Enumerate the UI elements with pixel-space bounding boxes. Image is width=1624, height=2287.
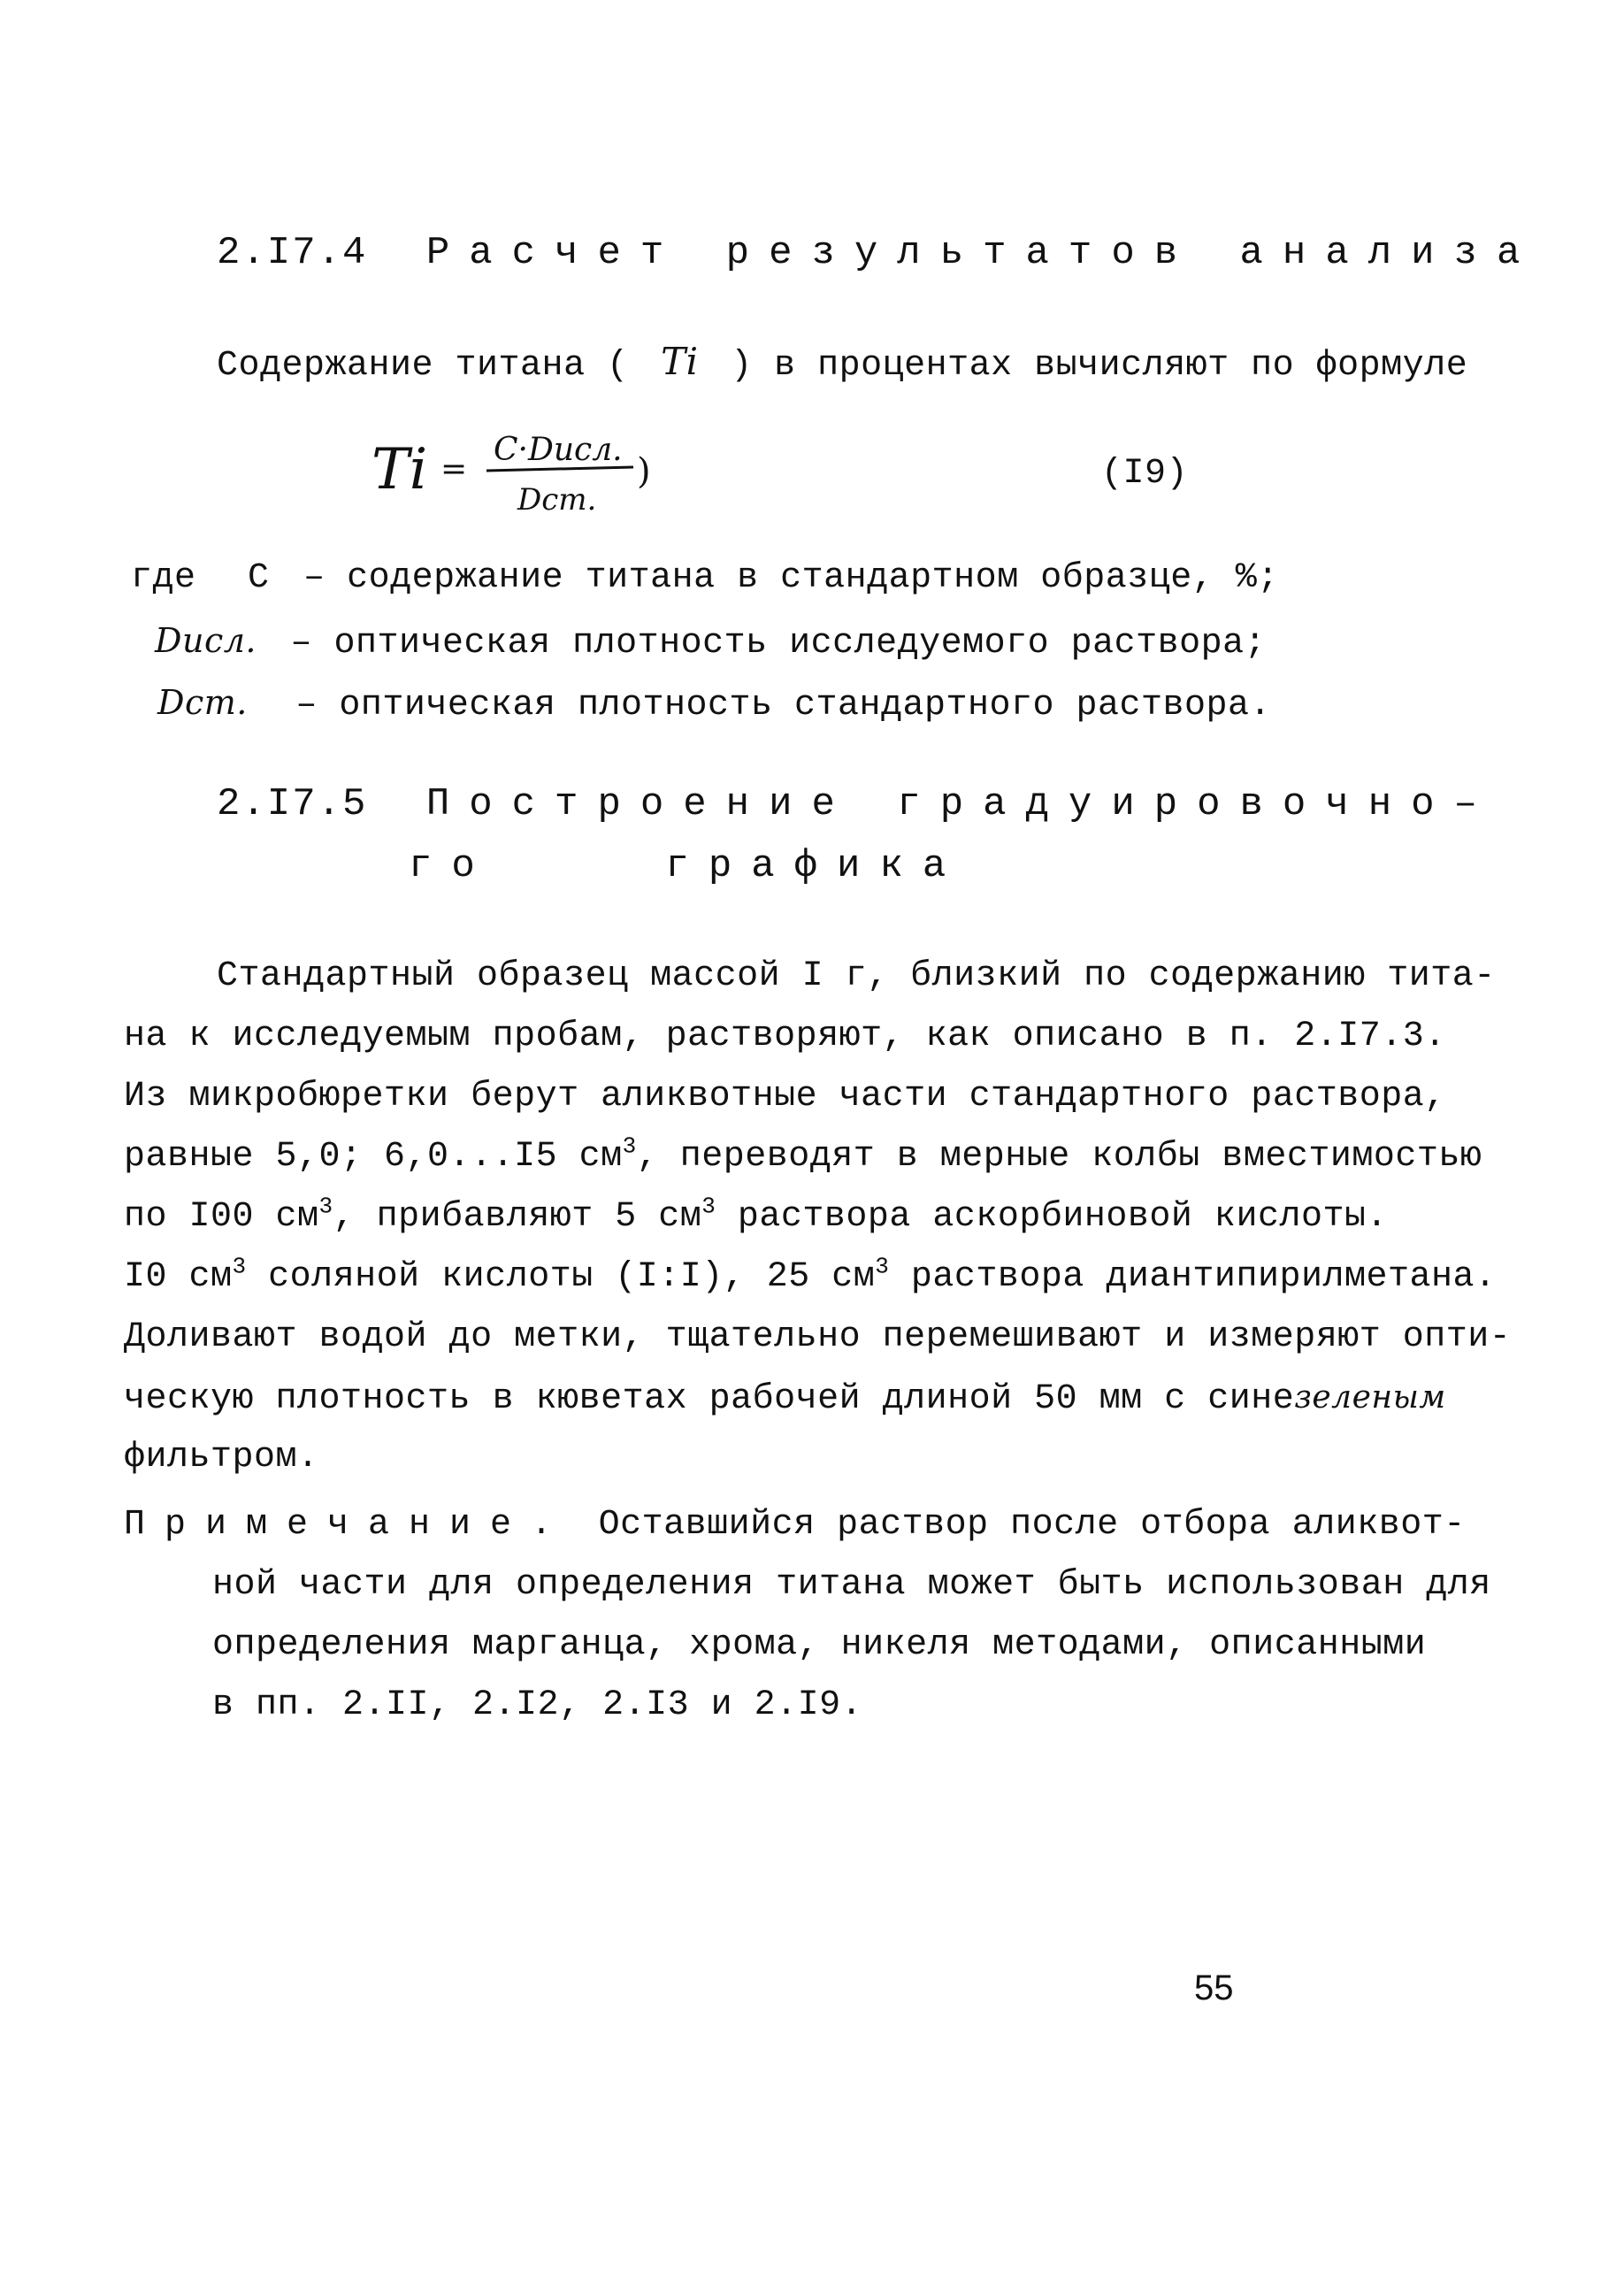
note-line-2: ной части для определения титана может быть использован для [212,1565,1491,1605]
body-line-8 [124,1377,1446,1421]
formula-graphic [372,425,743,522]
body-text: I0 см [124,1257,233,1297]
note-line-1 [124,1504,1466,1546]
formula-lhs: Ti [372,437,428,503]
where-term: Dст. [157,683,248,722]
section-heading-2-17-4 [217,232,1539,274]
where-item-d-st [157,681,1271,727]
formula-numerator: C·Dисл. [494,432,623,468]
note-text: Оставшийся раствор после отбора аликвот- [598,1505,1466,1545]
where-term: Dисл. [155,621,257,660]
intro-before: Содержание титана ( [217,346,629,386]
superscript: 3 [232,1253,247,1280]
body-line-5 [124,1193,1388,1239]
superscript: 3 [875,1253,890,1280]
formula-closing-paren: ) [637,451,651,492]
body-line-4 [124,1132,1482,1178]
note-label: Примечание. [124,1505,572,1545]
formula-intro [217,341,1467,388]
formula-equals: = [440,451,468,487]
page-number: 55 [1194,1969,1234,2007]
note-line-3: определения марганца, хрома, никеля методами, описанными [212,1625,1427,1665]
body-line-9: фильтром. [124,1438,319,1477]
body-text: ческую плотность в кюветах рабочей длиной 50 мм с сине [124,1379,1295,1419]
body-line-6 [124,1253,1497,1299]
where-item-c [131,557,1279,600]
section-title: Расчет результатов анализа [425,231,1540,275]
body-text: , прибавляют 5 см [333,1197,702,1237]
section-heading-2-17-5 [217,783,1497,825]
section-number: 2.I7.4 [217,231,368,275]
body-text: по I00 см [124,1197,319,1237]
where-prefix: где [131,558,196,598]
body-text: раствора аскорбиновой кислоты. [716,1197,1388,1237]
intro-symbol: Ti [661,340,699,383]
where-text: – оптическая плотность исследуемого раствора; [290,624,1267,664]
note-line-4: в пп. 2.II, 2.I2, 2.I3 и 2.I9. [212,1685,863,1725]
body-text: раствора диантипирилметана. [889,1257,1497,1297]
body-line-7: Доливают водой до метки, тщательно перемешивают и измеряют опти- [124,1317,1512,1357]
formula-number: (I9) [1101,454,1189,494]
body-text: равные 5,0; 6,0...I5 см [124,1137,623,1177]
section-title-line2: го графика [409,844,966,888]
superscript: 3 [318,1193,333,1220]
intro-after: ) в процентах вычисляют по формуле [731,346,1468,386]
where-text: – оптическая плотность стандартного раствора. [295,686,1272,725]
body-line-3: Из микробюретки берут аликвотные части стандартного раствора, [124,1077,1446,1117]
where-term: C [248,558,270,598]
handwritten-insert: зеленым [1294,1379,1446,1416]
formula-19 [372,425,743,522]
section-title-line1: Построение градуировочно– [425,782,1497,826]
where-text: – содержание титана в стандартном образце, %; [303,558,1279,598]
formula-denominator: Dст. [517,482,597,518]
where-item-d-isl [155,619,1266,665]
section-number: 2.I7.5 [217,782,368,826]
superscript: 3 [622,1132,637,1160]
body-text: , переводят в мерные колбы вместимостью [636,1137,1482,1177]
body-line-1: Стандартный образец массой I г, близкий по содержанию тита- [217,956,1496,996]
superscript: 3 [701,1193,716,1220]
body-text: соляной кислоты (I:I), 25 см [246,1257,876,1297]
body-line-2: на к исследуемым пробам, растворяют, как описано в п. 2.I7.3. [124,1017,1446,1056]
